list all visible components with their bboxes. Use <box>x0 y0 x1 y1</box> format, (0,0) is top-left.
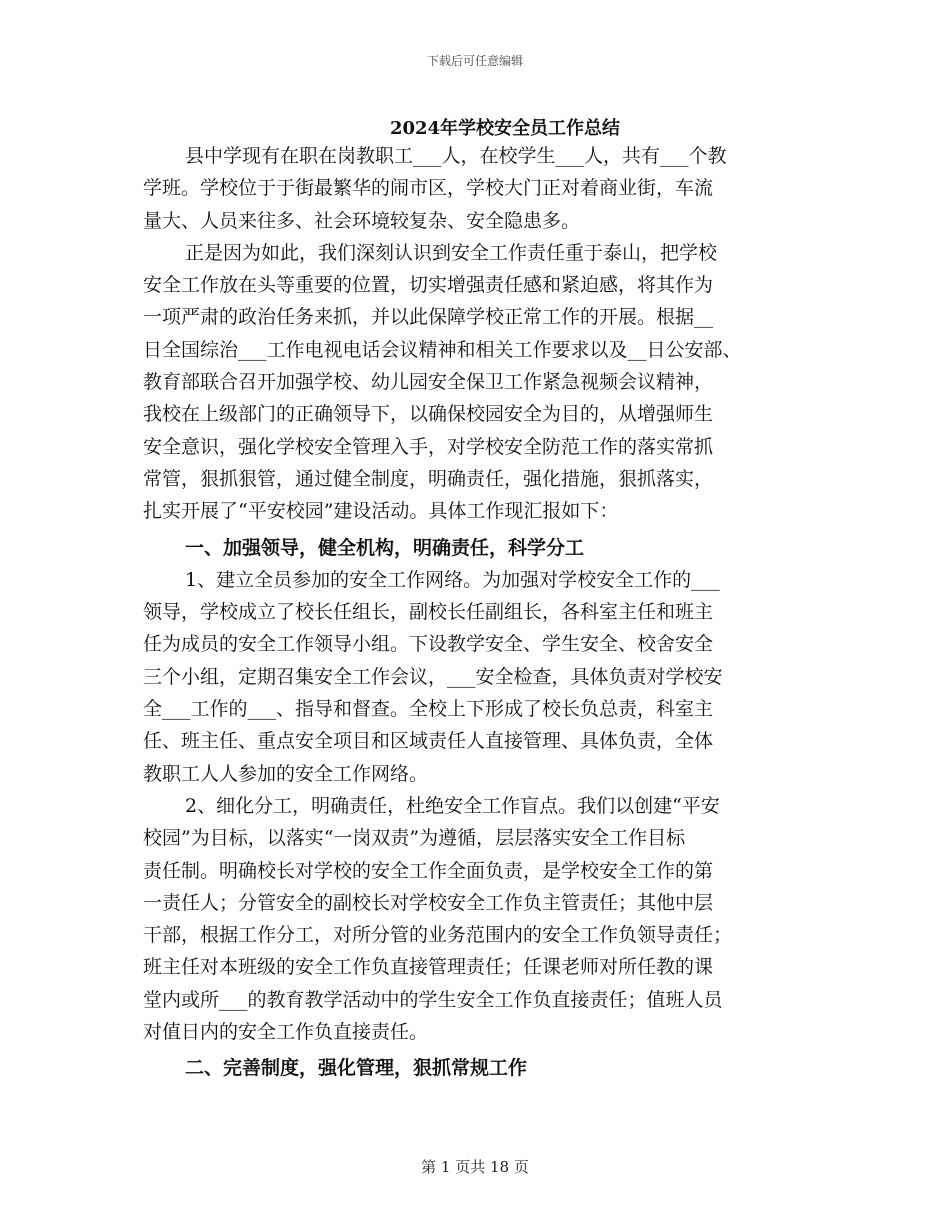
text-line: 一责任人；分管安全的副校长对学校安全工作负主管责任；其他中层 <box>143 891 714 914</box>
page-footer: 第 1 页共 18 页 <box>421 1158 529 1176</box>
section-heading-2: 二、完善制度，强化管理，狠抓常规工作 <box>185 1057 528 1080</box>
text-line: 全___工作的___、指导和督查。全校上下形成了校长负总责，科室主 <box>143 698 714 721</box>
text-line: 任为成员的安全工作领导小组。下设教学安全、学生安全、校舍安全 <box>143 633 714 656</box>
text-line: 一项严肃的政治任务来抓，并以此保障学校正常工作的开展。根据__ <box>143 306 714 329</box>
document-body <box>143 140 803 1085</box>
text-line: 领导，学校成立了校长任组长，副校长任副组长，各科室主任和班主 <box>143 601 714 624</box>
text-line: 教职工人人参加的安全工作网络。 <box>143 762 429 785</box>
text-line: 三个小组，定期召集安全工作会议，___安全检查，具体负责对学校安 <box>143 665 723 688</box>
text-line: 班主任对本班级的安全工作负直接管理责任；任课老师对所任教的课 <box>143 956 714 979</box>
text-line: 常管，狠抓狠管，通过健全制度，明确责任，强化措施，狠抓落实， <box>143 467 714 490</box>
text-line: 1、建立全员参加的安全工作网络。为加强对学校安全工作的___ <box>185 568 720 591</box>
text-line: 校园”为目标，以落实“一岗双责”为遵循，层层落实安全工作目标 <box>143 827 686 850</box>
paragraph-2 <box>143 237 803 269</box>
section-1-item-2 <box>143 790 803 822</box>
section-1-item-1-cont <box>143 596 803 790</box>
paragraph-1-cont <box>143 172 803 237</box>
document-title: 2024年学校安全员工作总结 <box>389 118 621 139</box>
text-line: 扎实开展了“平安校园”建设活动。具体工作现汇报如下： <box>143 500 619 523</box>
text-line: 安全意识，强化学校安全管理入手，对学校安全防范工作的落实常抓 <box>143 435 714 458</box>
text-line: 2、细化分工，明确责任，杜绝安全工作盲点。我们以创建“平安 <box>185 794 720 817</box>
header-note: 下载后可任意编辑 <box>426 54 523 68</box>
text-line: 学班。学校位于于街最繁华的闹市区，学校大门正对着商业街，车流 <box>143 177 714 200</box>
paragraph-2-cont <box>143 269 803 527</box>
text-line: 正是因为如此，我们深刻认识到安全工作责任重于泰山，把学校 <box>185 241 718 264</box>
text-line: 教育部联合召开加强学校、幼儿园安全保卫工作紧急视频会议精神， <box>143 371 714 394</box>
text-line: 责任制。明确校长对学校的安全工作全面负责，是学校安全工作的第 <box>143 859 714 882</box>
text-line: 对值日内的安全工作负直接责任。 <box>143 1021 429 1044</box>
section-1-item-2-cont <box>143 822 803 1048</box>
text-line: 日全国综治___工作电视电话会议精神和相关工作要求以及__日公安部、 <box>143 338 742 361</box>
paragraph-1 <box>143 140 803 172</box>
text-line: 我校在上级部门的正确领导下，以确保校园安全为目的，从增强师生 <box>143 403 714 426</box>
text-line: 县中学现有在职在岗教职工___人，在校学生___人，共有___个教 <box>185 145 727 167</box>
text-line: 堂内或所___的教育教学活动中的学生安全工作负直接责任；值班人员 <box>143 988 723 1011</box>
text-line: 任、班主任、重点安全项目和区域责任人直接管理、具体负责，全体 <box>143 730 714 753</box>
section-heading-1: 一、加强领导，健全机构，明确责任，科学分工 <box>185 536 585 559</box>
text-line: 安全工作放在头等重要的位置，切实增强责任感和紧迫感，将其作为 <box>143 274 714 297</box>
section-1-item-1 <box>143 564 803 596</box>
text-line: 量大、人员来往多、社会环境较复杂、安全隐患多。 <box>143 209 581 232</box>
text-line: 干部，根据工作分工，对所分管的业务范围内的安全工作负领导责任； <box>143 924 733 947</box>
